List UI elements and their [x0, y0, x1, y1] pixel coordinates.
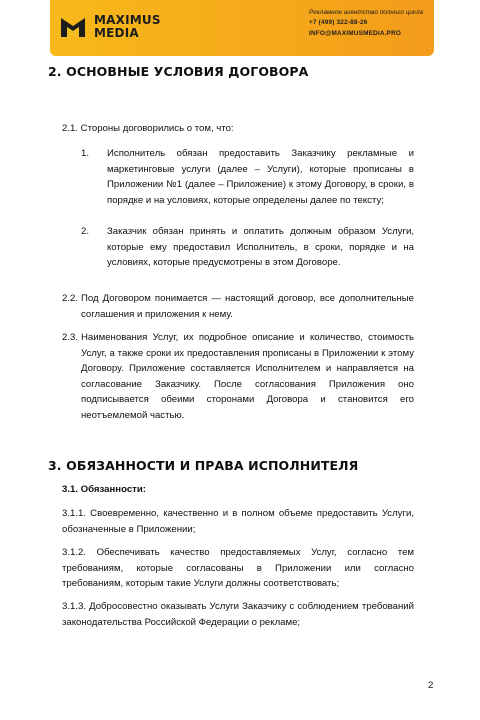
subsection-3-1-title: 3.1. Обязанности: [62, 484, 146, 495]
section-2-title: 2. ОСНОВНЫЕ УСЛОВИЯ ДОГОВОРА [48, 64, 309, 79]
clause-2-3-text: Наименования Услуг, их подробное описание и количество, стоимость Услуг, а также сроки их предоставления прописаны в Приложении к этому Договору. Приложение составляется Исполнителем и направляется на согласование Заказчику. После согласования Приложения оно подписывается обеими сторонами Договора и становится его неотъемлемой частью. [81, 332, 414, 421]
list-number-1: 1. [81, 148, 90, 159]
brand-line-2: MEDIA [94, 26, 139, 40]
clause-2-2-number: 2.2. [62, 293, 79, 304]
tagline: Рекламное агентство полного цикла [309, 9, 424, 16]
clause-3-1-1: 3.1.1. Своевременно, качественно и в полном объеме предоставить Услуги, обозначенные в Приложении; [62, 508, 414, 535]
contact-block [309, 8, 423, 39]
list-number-2: 2. [81, 226, 90, 237]
email-address: INFO@MAXIMUSMEDIA.PRO [309, 29, 402, 37]
phone-number: +7 (499) 322-88-26 [309, 19, 368, 27]
brand-name [94, 14, 161, 40]
clause-2-2-text: Под Договором понимается — настоящий договор, все дополнительные соглашения и приложения к нему. [81, 293, 414, 320]
maximus-logo-icon [60, 14, 86, 40]
clause-2-1-intro: 2.1. Стороны договорились о том, что: [62, 123, 234, 134]
list-item-1-text: Исполнитель обязан предоставить Заказчику рекламные и маркетинговые услуги (далее – Услуги), которые прописаны в Приложении №1 (далее – Приложение) к этому Договору, в сроки, в порядке и на условиях, которые определены далее по тексту; [107, 148, 414, 206]
clause-2-3-number: 2.3. [62, 332, 79, 343]
brand-line-1: MAXIMUS [94, 13, 161, 27]
clause-3-1-2: 3.1.2. Обеспечивать качество предоставляемых Услуг, согласно тем требованиям, которые согласованы в Приложении или согласно требованиям, которым такие Услуги должны соответствовать; [62, 547, 414, 590]
page-number: 2 [428, 680, 434, 691]
letterhead-banner [50, 0, 434, 56]
section-3-title: 3. ОБЯЗАННОСТИ И ПРАВА ИСПОЛНИТЕЛЯ [48, 458, 359, 473]
list-item-2-text: Заказчик обязан принять и оплатить должным образом Услуги, которые ему предоставил Исполнитель, в сроки, порядке и на условиях, которые предусмотрены в этом Договоре. [107, 226, 414, 269]
clause-3-1-3: 3.1.3. Добросовестно оказывать Услуги Заказчику с соблюдением требований законодательства Российской Федерации о рекламе; [62, 601, 414, 628]
